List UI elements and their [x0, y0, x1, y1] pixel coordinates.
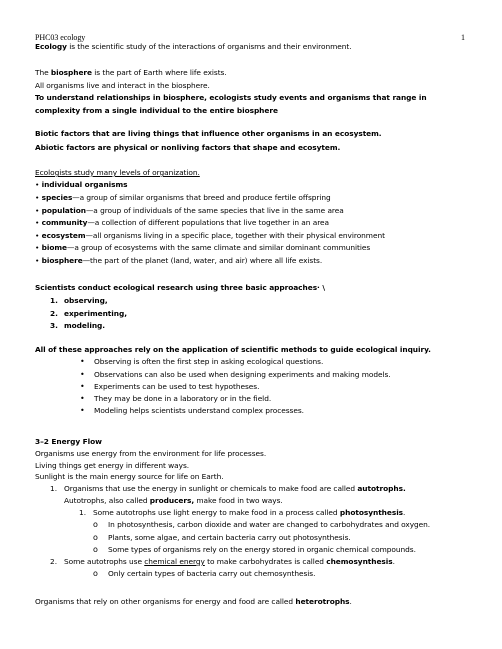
level-item — [35, 218, 329, 228]
bullet-item: Modeling helps scientists understand complex processes. — [94, 406, 304, 415]
level-description: —a group of ecosystems with the same climate and similar dominant communities — [66, 243, 371, 252]
intro-line: All organisms live and interact in the biosphere. — [35, 81, 210, 90]
producers-text: Autotrophs, also called — [64, 496, 150, 505]
ecology-definition — [35, 42, 352, 52]
term-chemosynthesis: chemosynthesis — [326, 557, 393, 566]
bullet-item: Observations can also be used when designing experiments and making models. — [94, 370, 391, 379]
level-term: community — [41, 218, 88, 227]
term-producers: producers, — [149, 496, 195, 505]
term-biosphere: biosphere — [50, 68, 92, 77]
level-term: species — [41, 193, 73, 202]
list-number: 3. — [50, 321, 58, 330]
energy-line: Living things get energy in different ways. — [35, 461, 190, 470]
term-autotrophs: autotrophs. — [357, 484, 406, 493]
level-item — [35, 206, 344, 216]
level-description: —a group of individuals of the same species that live in the same area — [85, 206, 344, 215]
page-number: 1 — [461, 33, 465, 42]
bullet-icon: • — [35, 218, 42, 227]
circle-bullet-icon: o — [93, 545, 98, 554]
circle-bullet-icon: o — [93, 569, 98, 578]
level-description: —all organisms living in a specific place, together with their physical environment — [85, 231, 385, 240]
energy-line: Sunlight is the main energy source for life on Earth. — [35, 472, 224, 481]
sub-bullet-item: Some types of organisms rely on the energy stored in organic chemical compounds. — [108, 545, 416, 554]
intro-bold-line: complexity from a single individual to the entire biosphere — [35, 106, 278, 115]
bullet-icon: • — [35, 243, 42, 252]
level-description: —the part of the planet (land, water, and air) where all life exists. — [82, 256, 323, 265]
term-ecology: Ecology — [35, 42, 67, 51]
bullet-icon: • — [35, 231, 42, 240]
list-number: 1. — [79, 508, 87, 517]
level-item — [35, 243, 370, 253]
producers-line — [64, 496, 283, 506]
abiotic-factors: Abiotic factors are physical or nonliving factors that shape and ecosytem. — [35, 143, 341, 152]
level-item — [35, 256, 322, 266]
approach-item: experimenting, — [64, 309, 127, 318]
approaches-heading: Scientists conduct ecological research using three basic approaches· \ — [35, 283, 325, 292]
circle-bullet-icon: o — [93, 520, 98, 529]
bullet-icon: • — [35, 193, 42, 202]
level-item — [35, 231, 385, 241]
level-description: —a collection of different populations that live together in an area — [87, 218, 330, 227]
level-term: ecosystem — [41, 231, 86, 240]
biosphere-prefix: The — [35, 68, 51, 77]
chemosynthesis-text-mid: to make carbohydrates is called — [204, 557, 327, 566]
list-number: 1. — [50, 484, 58, 493]
term-photosynthesis: photosynthesis — [339, 508, 404, 517]
bullet-icon: • — [35, 256, 42, 265]
punctuation: . — [349, 597, 352, 606]
bullet-icon: • — [80, 406, 85, 415]
heterotrophs-text: Organisms that rely on other organisms for energy and food are called — [35, 597, 296, 606]
biosphere-definition — [35, 68, 227, 78]
scientific-methods-heading: All of these approaches rely on the application of scientific methods to guide ecological inquiry. — [35, 345, 431, 354]
chemosynthesis-line — [64, 557, 395, 567]
chemosynthesis-text: Some autotrophs use — [64, 557, 145, 566]
bullet-item: They may be done in a laboratory or in the field. — [94, 394, 272, 403]
bullet-item: Observing is often the first step in asking ecological questions. — [94, 357, 324, 366]
bullet-icon: • — [35, 206, 42, 215]
sub-bullet-item: In photosynthesis, carbon dioxide and water are changed to carbohydrates and oxygen. — [108, 520, 431, 529]
chemical-energy-underlined: chemical energy — [144, 557, 205, 566]
sub-bullet-item: Plants, some algae, and certain bacteria carry out photosynthesis. — [108, 533, 351, 542]
level-description: —a group of similar organisms that breed and produce fertile offspring — [72, 193, 331, 202]
levels-heading: Ecologists study many levels of organization. — [35, 168, 200, 177]
bullet-item: Experiments can be used to test hypotheses. — [94, 382, 260, 391]
energy-flow-heading: 3–2 Energy Flow — [35, 437, 102, 446]
producers-text-end: make food in two ways. — [194, 496, 283, 505]
approach-item: observing, — [64, 296, 108, 305]
term-heterotrophs: heterotrophs — [295, 597, 350, 606]
biosphere-definition-text: is the part of Earth where life exists. — [91, 68, 227, 77]
punctuation: . — [403, 508, 406, 517]
list-number: 2. — [50, 557, 58, 566]
bullet-icon: • — [80, 382, 85, 391]
level-term: biosphere — [41, 256, 83, 265]
bullet-icon: • — [80, 370, 85, 379]
approach-item: modeling. — [64, 321, 106, 330]
energy-line: Organisms use energy from the environment for life processes. — [35, 449, 267, 458]
level-term: individual organisms — [41, 180, 128, 189]
document-header-title: PHC03 ecology — [35, 33, 86, 42]
punctuation: . — [392, 557, 395, 566]
photosynthesis-line — [93, 508, 405, 518]
sub-bullet-item: Only certain types of bacteria carry out chemosynthesis. — [108, 569, 316, 578]
level-item — [35, 193, 331, 203]
bullet-icon: • — [80, 357, 85, 366]
autotrophs-definition — [64, 484, 406, 494]
bullet-icon: • — [80, 394, 85, 403]
level-term: population — [41, 206, 86, 215]
circle-bullet-icon: o — [93, 533, 98, 542]
level-term: biome — [41, 243, 67, 252]
ecology-definition-text: is the scientific study of the interactions of organisms and their environment. — [66, 42, 352, 51]
list-number: 2. — [50, 309, 58, 318]
photosynthesis-text: Some autotrophs use light energy to make food in a process called — [93, 508, 340, 517]
heterotrophs-definition — [35, 597, 352, 607]
level-item — [35, 180, 128, 190]
autotrophs-text: Organisms that use the energy in sunlight or chemicals to make food are called — [64, 484, 358, 493]
biotic-factors: Biotic factors that are living things that influence other organisms in an ecosystem. — [35, 129, 382, 138]
list-number: 1. — [50, 296, 58, 305]
intro-bold-line: To understand relationships in biosphere, ecologists study events and organisms that range in — [35, 93, 427, 102]
bullet-icon: • — [35, 180, 42, 189]
